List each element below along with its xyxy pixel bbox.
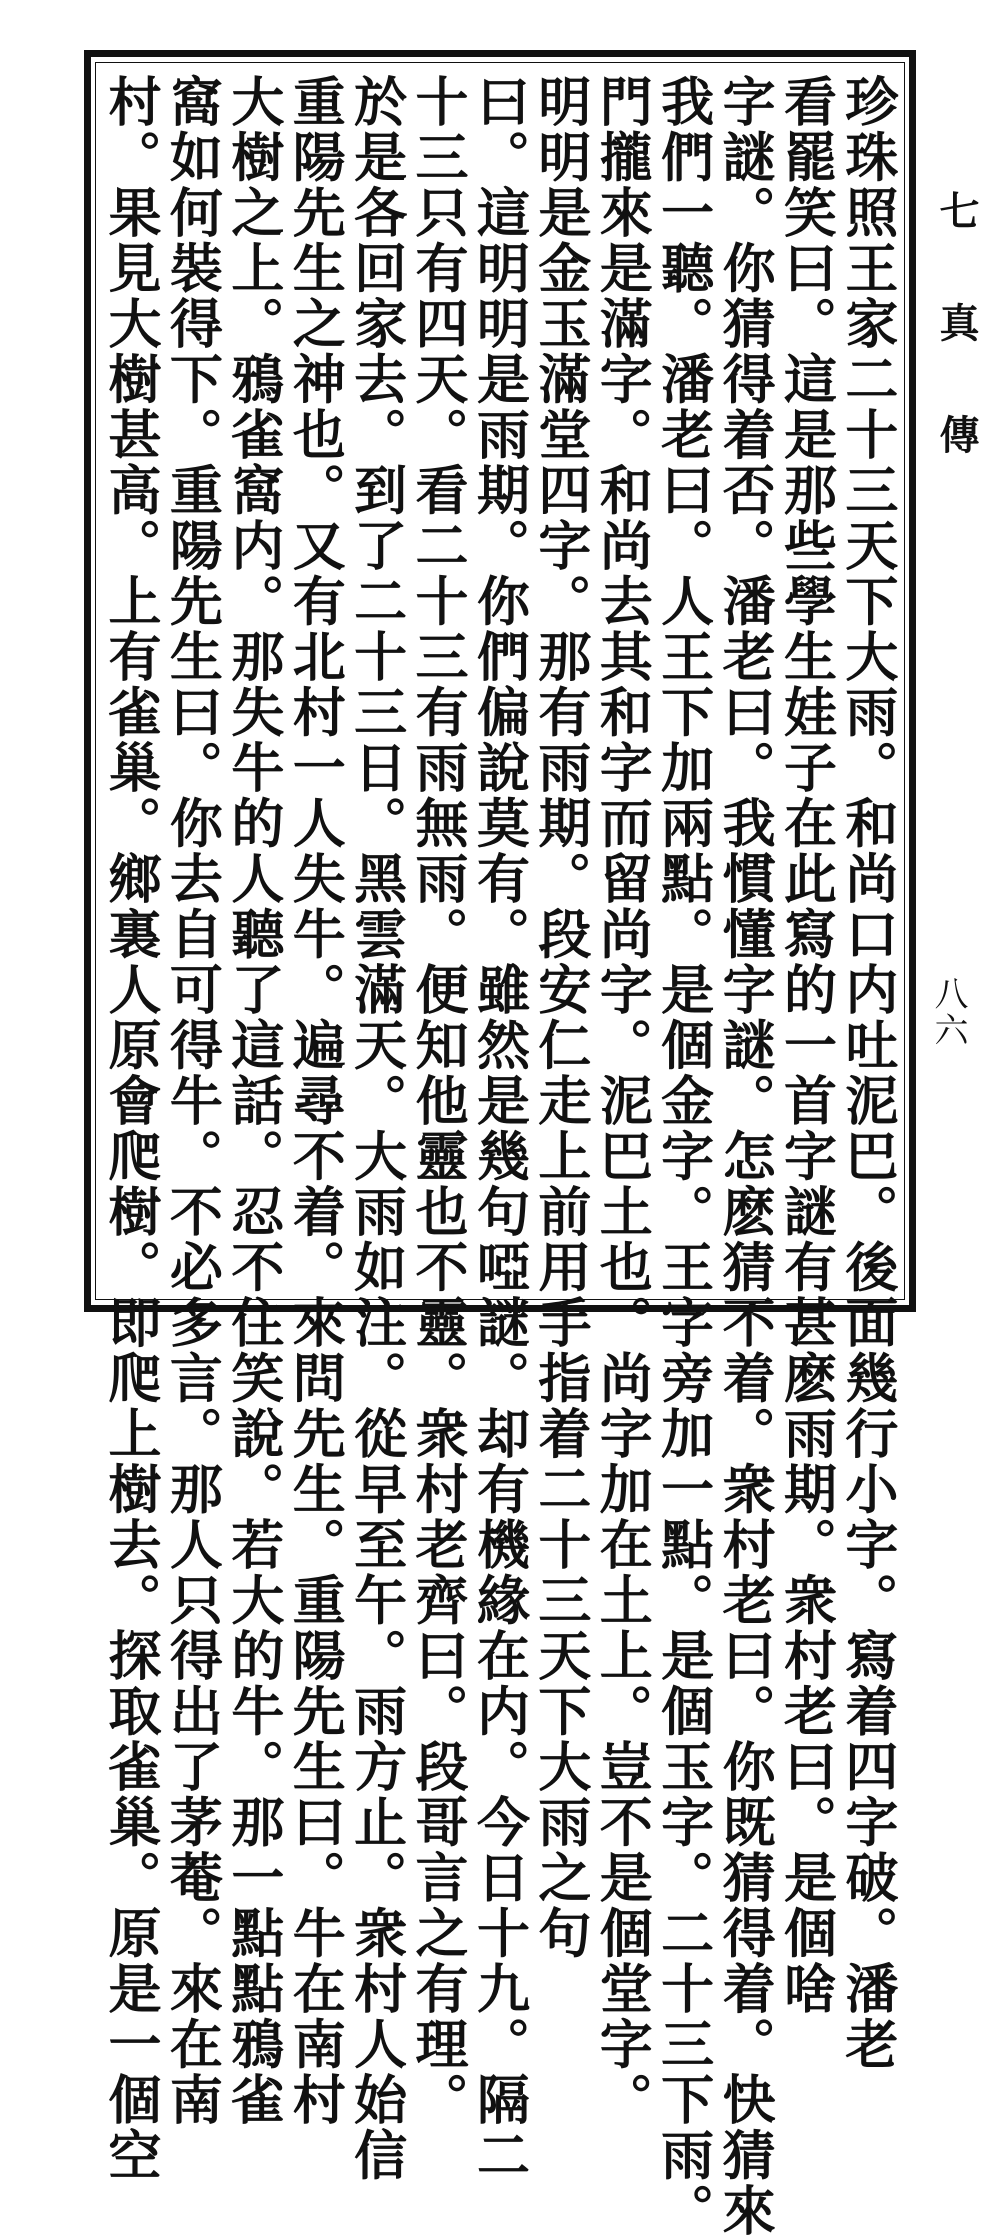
- main-text-block: [100, 74, 899, 2239]
- text-column-8: 十三只有四天。看二十三有雨無雨。便知他靈也不靈。衆村老齊曰。段哥言之有理。: [407, 74, 470, 2128]
- text-column-4: 我們一聽。潘老曰。人王下加兩點。是個金字。王字旁加一點。是個玉字。二十三下雨。: [652, 74, 715, 2239]
- text-column-3: 字謎。你猜得着否。潘老曰。我慣懂字謎。怎麽猜不着。衆村老曰。你既猜得着。快猜來: [714, 74, 777, 2239]
- text-column-1: 珍珠照王家二十三天下大雨。和尚口内吐泥巴。後面幾行小字。寫着四字破。潘老: [836, 74, 899, 2072]
- text-column-9: 於是各回家去。到了二十三日。黑雲滿天。大雨如注。從早至午。雨方止。衆村人始信: [345, 74, 408, 2183]
- page-number: 八六: [928, 976, 968, 1048]
- text-column-6: 明明是金玉滿堂四字。那有雨期。段安仁走上前用手指着二十三天下大雨之句: [529, 74, 592, 1961]
- text-column-10: 重陽先生之神也。又有北村一人失牛。遍尋不着。來問先生。重陽先生曰。牛在南村: [284, 74, 347, 2128]
- text-column-5: 門攏來是滿字。和尚去其和字而留尚字。泥巴土也。尚字加在土上。豈不是個堂字。: [591, 74, 654, 2128]
- text-column-7: 曰。這明明是雨期。你們偏說莫有。雖然是幾句啞謎。却有機緣在内。今日十九。隔二: [468, 74, 531, 2183]
- book-title-margin: 七真傳: [933, 190, 980, 526]
- text-column-11: 大樹之上。鴉雀窩内。那失牛的人聽了這話。忍不住笑說。若大的牛。那一點點鴉雀: [222, 74, 285, 2128]
- text-column-13: 村。果見大樹甚高。上有雀巢。鄉裏人原會爬樹。即爬上樹去。探取雀巢。原是一個空: [100, 74, 162, 2183]
- text-column-12: 窩如何裝得下。重陽先生曰。你去自可得牛。不必多言。那人只得出了茅菴。來在南: [161, 74, 224, 2128]
- text-column-2: 看罷笑曰。這是那些學生娃子在此寫的一首字謎有甚麽雨期。衆村老曰。是個啥: [775, 74, 838, 2017]
